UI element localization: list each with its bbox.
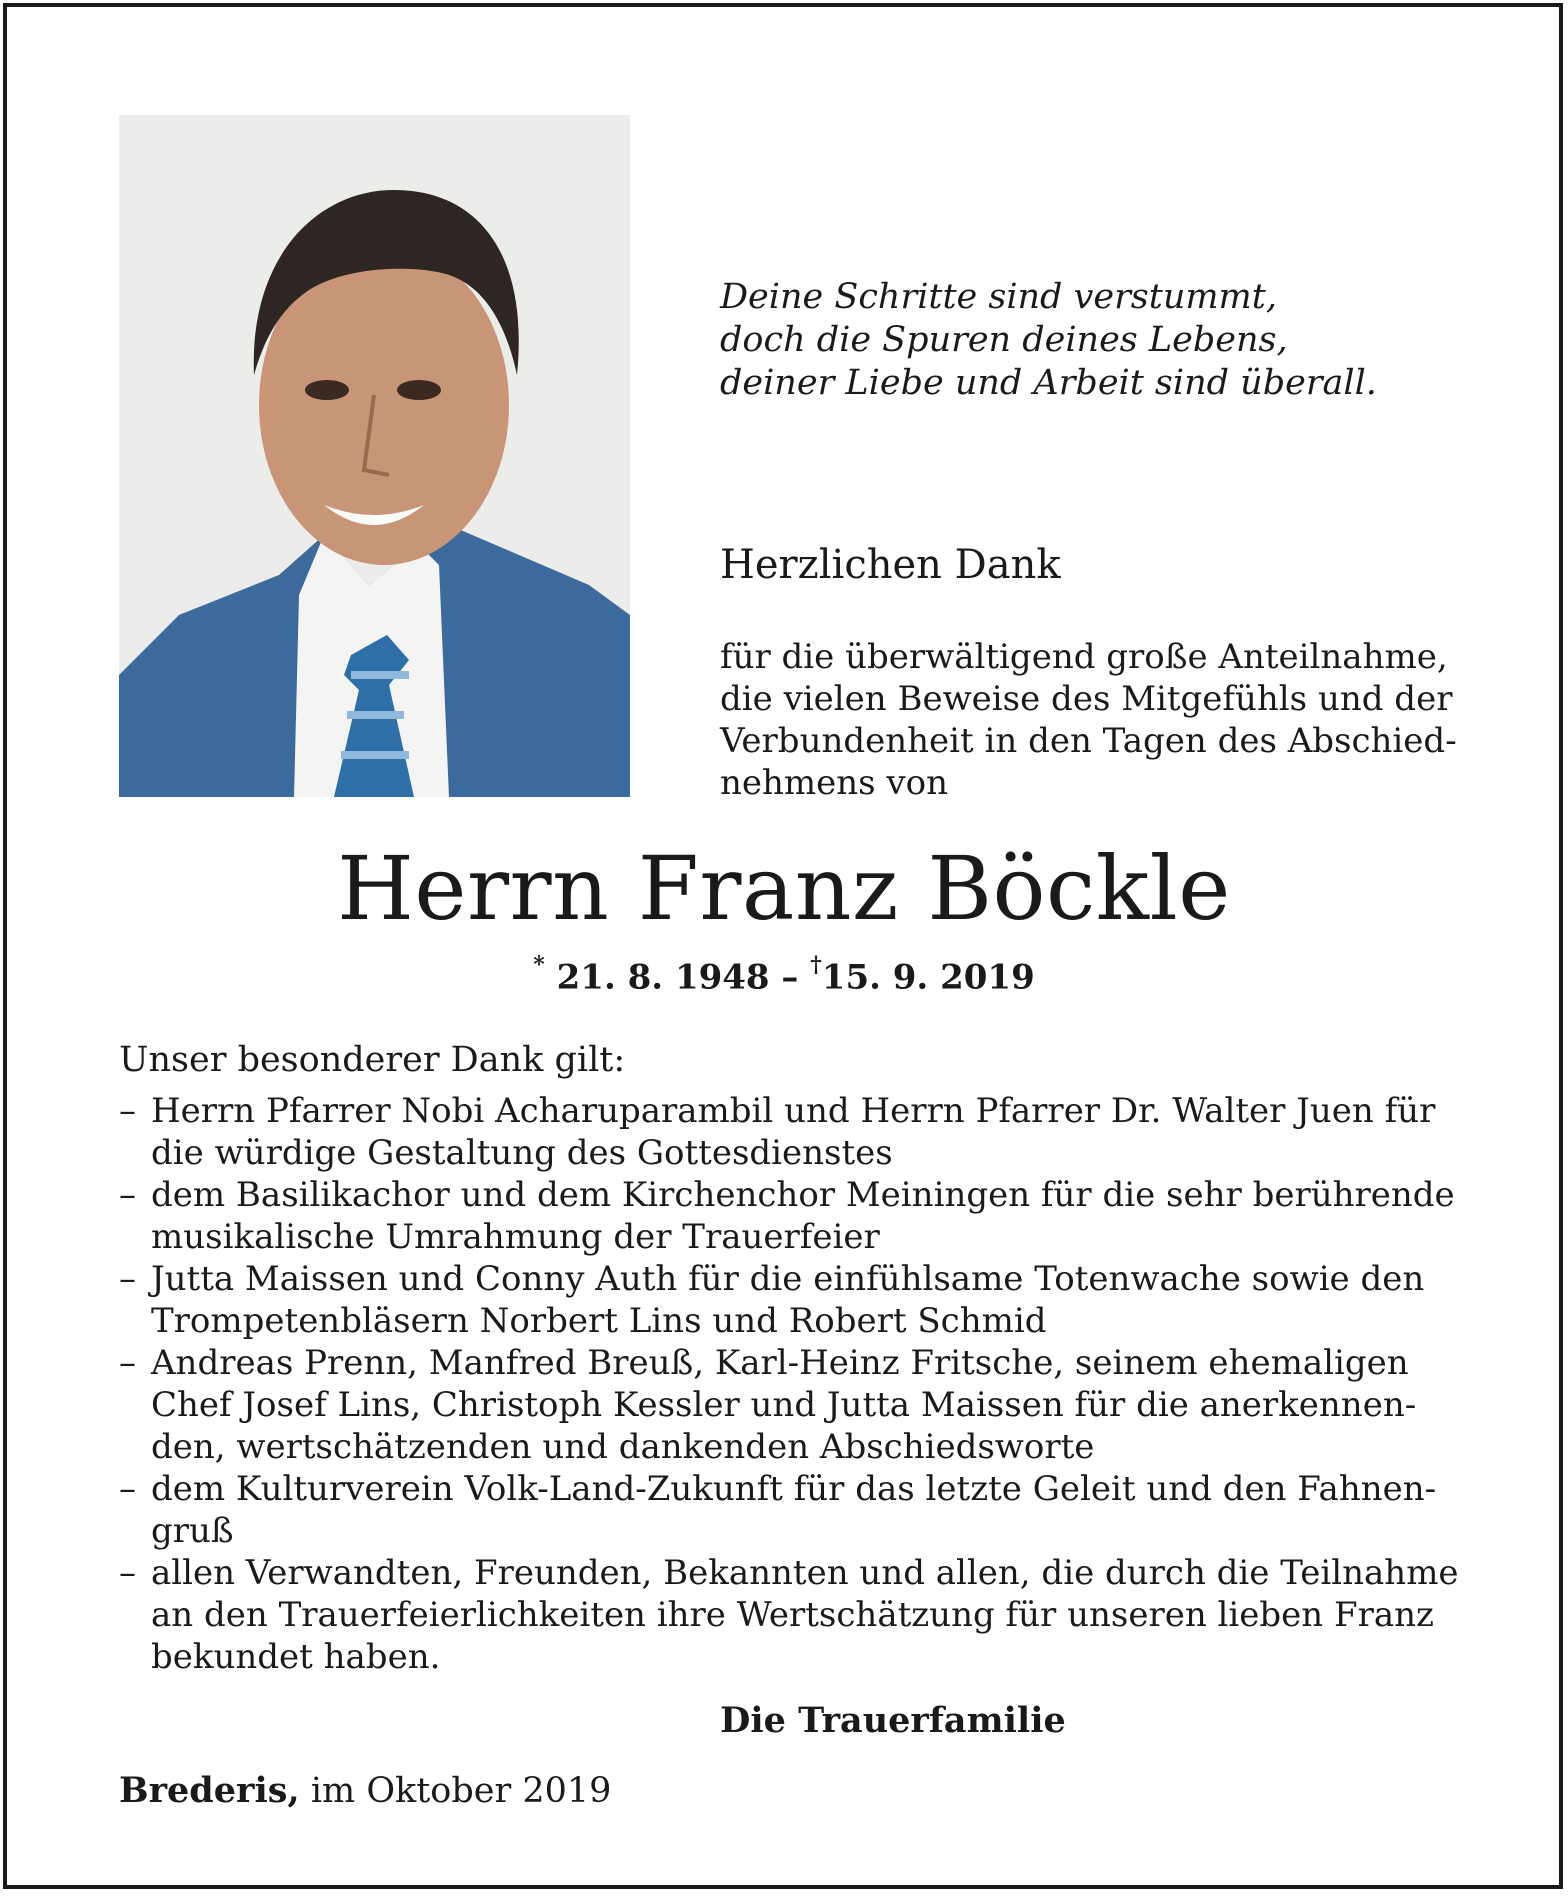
date-line: im Oktober 2019 <box>310 1771 612 1811</box>
list-item-line: dem Basilikachor und dem Kirchenchor Meiningen für die sehr berührende <box>151 1175 1455 1215</box>
list-item <box>119 1342 1449 1468</box>
list-dash: – <box>119 1175 136 1215</box>
quote-line: doch die Spuren deines Lebens, <box>720 320 1288 360</box>
place-date <box>119 1770 611 1811</box>
list-item-line: den, wertschätzenden und dankenden Abschiedsworte <box>151 1427 1095 1467</box>
birth-date: 21. 8. 1948 <box>556 957 770 998</box>
list-item-line: allen Verwandten, Freunden, Bekannten und allen, die durch die Teilnahme <box>151 1553 1459 1593</box>
death-date: 15. 9. 2019 <box>821 957 1035 998</box>
list-item-line: Trompetenbläsern Norbert Lins und Robert Schmid <box>151 1301 1047 1341</box>
list-item <box>119 1468 1449 1552</box>
memorial-quote <box>720 276 1480 405</box>
list-dash: – <box>119 1553 136 1593</box>
list-item <box>119 1090 1449 1174</box>
thanks-heading: Herzlichen Dank <box>720 542 1061 588</box>
list-item-line: Andreas Prenn, Manfred Breuß, Karl-Heinz Fritsche, seinem ehemaligen <box>151 1343 1409 1383</box>
list-item-line: Jutta Maissen und Conny Auth für die einfühlsame Totenwache sowie den <box>151 1259 1425 1299</box>
quote-line: deiner Liebe und Arbeit sind überall. <box>720 363 1377 403</box>
thanks-list <box>119 1090 1459 1678</box>
death-symbol: † <box>810 952 822 978</box>
special-thanks-heading: Unser besonderer Dank gilt: <box>119 1040 626 1080</box>
list-item-line: die würdige Gestaltung des Gottesdienstes <box>151 1133 893 1173</box>
list-item-line: dem Kulturverein Volk-Land-Zukunft für das letzte Geleit und den Fahnen- <box>151 1469 1437 1509</box>
deceased-name: Herrn Franz Böckle <box>337 837 1231 940</box>
quote-line: Deine Schritte sind verstummt, <box>720 277 1277 317</box>
list-dash: – <box>119 1259 136 1299</box>
list-dash: – <box>119 1091 136 1131</box>
thanks-intro <box>720 636 1457 804</box>
list-dash: – <box>119 1343 136 1383</box>
list-item-line: Herrn Pfarrer Nobi Acharuparambil und Herrn Pfarrer Dr. Walter Juen für <box>151 1091 1436 1131</box>
intro-line: nehmens von <box>720 763 949 803</box>
signature: Die Trauerfamilie <box>720 1700 1066 1741</box>
intro-line: für die überwältigend große Anteilnahme, <box>720 637 1448 677</box>
list-item-line: musikalische Umrahmung der Trauerfeier <box>151 1217 880 1257</box>
place-name: Brederis, <box>119 1770 300 1811</box>
list-item <box>119 1174 1455 1258</box>
portrait-photo <box>119 115 630 797</box>
list-dash: – <box>119 1469 136 1509</box>
intro-line: die vielen Beweise des Mitgefühls und der <box>720 679 1453 719</box>
birth-symbol: * <box>533 952 545 978</box>
list-item-line: Chef Josef Lins, Christoph Kessler und Jutta Maissen für die anerkennen- <box>151 1385 1417 1425</box>
portrait-illustration <box>119 115 630 797</box>
date-separator: – <box>781 957 799 998</box>
list-item <box>119 1552 1459 1678</box>
life-dates <box>0 952 1568 998</box>
list-item-line: an den Trauerfeierlichkeiten ihre Wertschätzung für unseren lieben Franz <box>151 1595 1434 1635</box>
list-item-line: gruß <box>151 1511 234 1551</box>
list-item-line: bekundet haben. <box>151 1637 441 1677</box>
list-item <box>119 1258 1449 1342</box>
intro-line: Verbundenheit in den Tagen des Abschied- <box>720 721 1457 761</box>
